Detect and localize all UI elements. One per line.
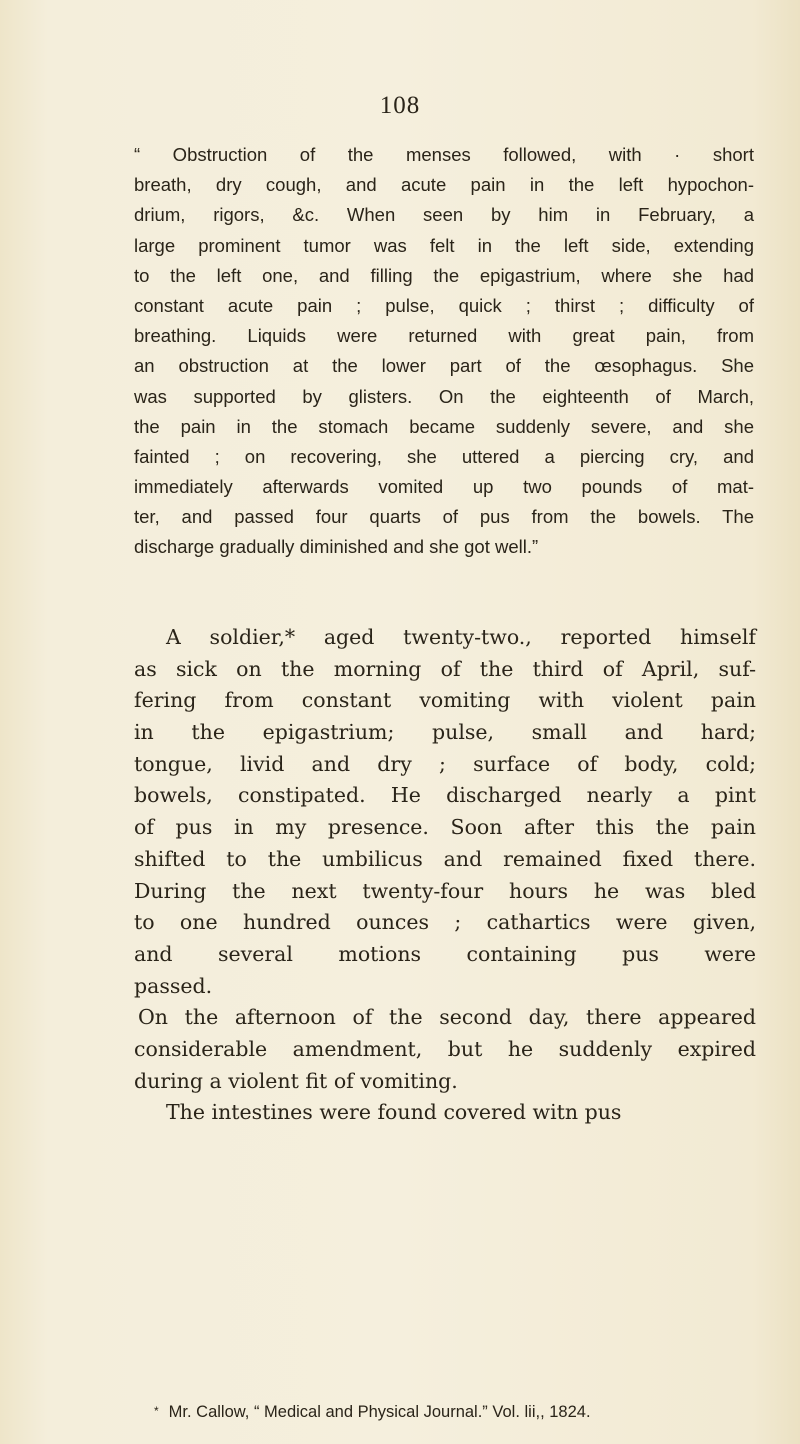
text-line: breathing. Liquids were returned with great pain, from: [134, 325, 754, 347]
text-line: bowels, constipated. He discharged nearly a pint: [134, 783, 756, 808]
text-line: discharge gradually diminished and she got well.”: [134, 536, 539, 558]
text-line: breath, dry cough, and acute pain in the left hypochon-: [134, 174, 754, 196]
text-line: fainted ; on recovering, she uttered a piercing cry, and: [134, 445, 754, 467]
text-line: considerable amendment, but he suddenly expired: [134, 1036, 756, 1061]
text-line: “ Obstruction of the menses followed, with · short: [134, 144, 754, 165]
text-line: to the left one, and filling the epigastrium, where she had: [134, 264, 754, 286]
soldier-case-paragraph: [134, 622, 756, 1129]
page-number: 108: [379, 92, 421, 119]
text-line: constant acute pain ; pulse, quick ; thirst ; difficulty of: [134, 294, 754, 316]
text-line: fering from constant vomiting with violent pain: [134, 688, 756, 713]
text-line: the pain in the stomach became suddenly severe, and she: [134, 415, 754, 437]
text-line: immediately afterwards vomited up two pounds of mat-: [134, 476, 754, 498]
text-line: as sick on the morning of the third of April, suf-: [134, 656, 756, 681]
text-line: tongue, livid and dry ; surface of body, cold;: [134, 751, 756, 776]
quoted-case-paragraph: [134, 140, 754, 563]
text-line: and several motions containing pus were: [134, 941, 756, 966]
text-line: was supported by glisters. On the eighteenth of March,: [134, 385, 754, 407]
text-line: shifted to the umbilicus and remained fixed there.: [134, 846, 756, 871]
text-line: A soldier,* aged twenty-two., reported himself: [166, 625, 756, 649]
text-line: large prominent tumor was felt in the left side, extending: [134, 234, 754, 256]
text-line: of pus in my presence. Soon after this the pain: [134, 815, 756, 840]
text-line: The intestines were found covered witn pus: [166, 1100, 622, 1125]
footnote-text: Mr. Callow, “ Medical and Physical Journal.” Vol. lii,, 1824.: [168, 1403, 591, 1421]
footnote: [154, 1403, 754, 1422]
text-line: an obstruction at the lower part of the œsophagus. She: [134, 355, 754, 377]
footnote-mark: *: [154, 1404, 159, 1418]
text-line: during a violent fit of vomiting.: [134, 1068, 458, 1093]
text-line: passed.: [134, 973, 213, 998]
text-line: ter, and passed four quarts of pus from the bowels. The: [134, 506, 754, 528]
text-line: in the epigastrium; pulse, small and hard;: [134, 720, 756, 745]
text-line: drium, rigors, &c. When seen by him in February, a: [134, 204, 754, 226]
text-line: On the afternoon of the second day, there appeared: [138, 1005, 756, 1030]
text-line: During the next twenty-four hours he was bled: [134, 878, 756, 903]
text-line: to one hundred ounces ; cathartics were given,: [134, 910, 756, 935]
